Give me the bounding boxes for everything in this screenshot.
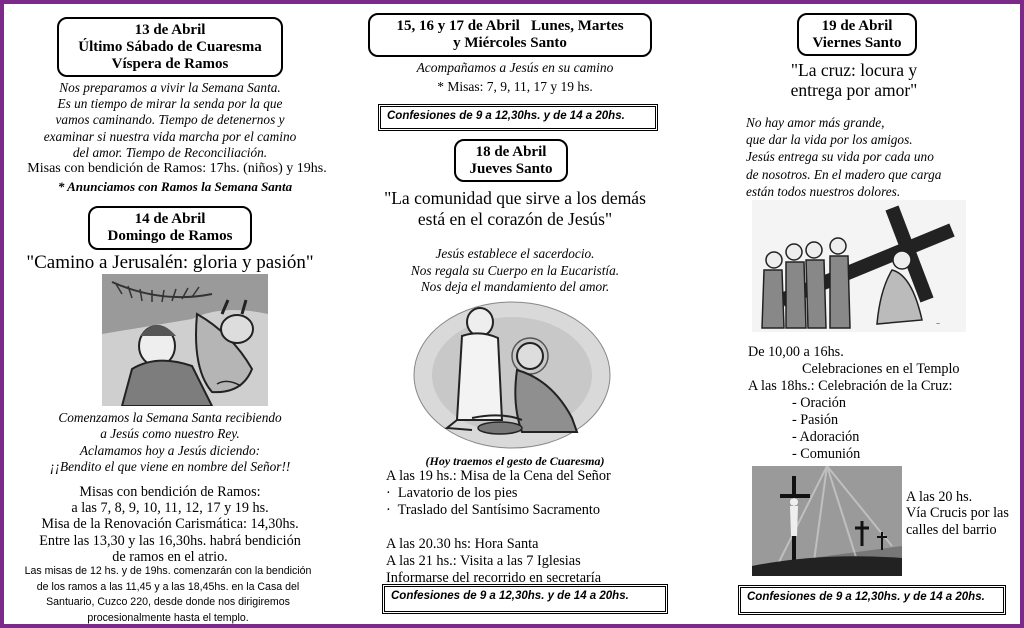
palm-sunday-reflection (10, 410, 330, 475)
column-good-friday (688, 8, 1020, 620)
palm-sunday-note (10, 564, 326, 626)
via-line: calles del barrio (906, 521, 997, 538)
holy-week-days: y Miércoles Santo (453, 34, 567, 51)
palm-sunday-date: 14 de Abril (134, 211, 206, 227)
confessions-box-friday: Confesiones de 9 a 12,30hs. y de 14 a 20hs. (738, 585, 1006, 615)
holy-week-dates: 15, 16 y 17 de Abril Lunes, Martes (396, 18, 624, 34)
good-friday-schedule (748, 344, 1018, 463)
intro-line: Es un tiempo de mirar la senda por la que (57, 96, 283, 112)
mass-line: de ramos en el atrio. (112, 548, 228, 565)
palm-sunday-masses (10, 484, 330, 565)
reflection-line: de nosotros. En el madero que carga (746, 166, 942, 182)
palm-sunday-illustration (102, 274, 268, 406)
note-line: de los ramos a las 11,45 y a las 18,45hs. en la Casa del (36, 580, 300, 593)
palm-sunday-header-box (88, 206, 252, 250)
intro-line: examinar si nuestra vida marcha por el camino (43, 128, 297, 144)
schedule-line: A las 21 hs.: Visita a las 7 Iglesias (386, 553, 581, 569)
headline-line: "La cruz: locura y (790, 60, 918, 80)
thursday-date: 18 de Abril (475, 144, 547, 160)
lent-gesture-note: (Hoy traemos el gesto de Cuaresma) (425, 454, 605, 468)
reflection-line: están todos nuestros dolores. (746, 183, 901, 199)
svg-text:~: ~ (936, 321, 941, 328)
schedule-item: - Adoración (792, 429, 860, 445)
confessions-box-bottom: Confesiones de 9 a 12,30hs. y de 14 a 20hs. (382, 584, 668, 614)
column-holy-week-thursday (350, 8, 680, 620)
schedule-item: - Comunión (792, 446, 861, 462)
palm-sunday-title: Domingo de Ramos (107, 227, 233, 244)
intro-line: del amor. Tiempo de Reconciliación. (72, 144, 268, 160)
reflection-line: Nos deja el mandamiento del amor. (420, 279, 610, 295)
intro-line: vamos caminando. Tiempo de detenernos y (55, 112, 285, 128)
good-friday-header-box (797, 13, 917, 56)
thursday-bullets (386, 485, 676, 519)
via-line: Vía Crucis por las (906, 505, 1009, 522)
note-line: procesionalmente hasta el templo. (87, 611, 249, 624)
thursday-title: Jueves Santo (469, 160, 553, 177)
schedule-line: Informarse del recorrido en secretaría (386, 570, 602, 586)
holy-week-masses: * Misas: 7, 9, 11, 17 y 19 hs. (437, 79, 593, 94)
bullet-item: · Traslado del Santísimo Sacramento (386, 502, 601, 518)
via-crucis-text (906, 489, 1020, 538)
saturday-date: 13 de Abril (134, 22, 206, 38)
cross-carrying-illustration (752, 200, 966, 332)
reflection-line: No hay amor más grande, (746, 115, 885, 130)
headline-line: "La comunidad que sirve a los demás (384, 188, 646, 208)
saturday-header-box (57, 17, 283, 77)
thursday-schedule (386, 468, 676, 587)
reflection-line: Aclamamos hoy a Jesús diciendo: (79, 442, 261, 458)
thursday-header-box (454, 139, 568, 182)
schedule-item: - Oración (792, 395, 846, 411)
reflection-line: a Jesús como nuestro Rey. (100, 426, 240, 442)
via-line: A las 20 hs. (906, 489, 973, 505)
reflection-line: Jesús entrega su vida por cada uno (746, 149, 934, 165)
saturday-announcement: * Anunciamos con Ramos la Semana Santa (57, 179, 293, 194)
headline-line: entrega por amor" (790, 80, 918, 100)
thursday-headline (350, 188, 680, 230)
mass-line: a las 7, 8, 9, 10, 11, 12, 17 y 19 hs. (71, 500, 269, 517)
good-friday-headline (688, 60, 1020, 100)
good-friday-reflection (746, 114, 1016, 200)
headline-line: está en el corazón de Jesús" (417, 209, 613, 229)
schedule-line: Celebraciones en el Templo (802, 361, 960, 377)
mass-line: Entre las 13,30 y las 16,30hs. habrá bendición (39, 532, 301, 549)
foot-washing-illustration (412, 300, 612, 450)
schedule-line: De 10,00 a 16hs. (748, 344, 844, 360)
reflection-line: que dar la vida por los amigos. (746, 132, 913, 148)
holy-week-header-box (368, 13, 652, 57)
schedule-line: A las 19 hs.: Misa de la Cena del Señor (386, 468, 611, 484)
confessions-box-top: Confesiones de 9 a 12,30hs. y de 14 a 20hs. (378, 104, 658, 131)
mass-line: Misas con bendición de Ramos: (79, 484, 261, 500)
good-friday-title: Viernes Santo (812, 34, 902, 51)
note-line: Santuario, Cuzco 220, desde donde nos dirigiremos (46, 596, 290, 609)
good-friday-date: 19 de Abril (821, 18, 893, 34)
column-saturday-sunday (10, 8, 344, 624)
thursday-reflection (350, 246, 680, 296)
reflection-line: Nos regala su Cuerpo en la Eucaristía. (410, 262, 620, 278)
palm-sunday-headline: "Camino a Jerusalén: gloria y pasión" (26, 252, 314, 273)
reflection-line: ¡¡Bendito el que viene en nombre del Señor!! (49, 458, 291, 474)
schedule-line: A las 20.30 hs: Hora Santa (386, 536, 539, 552)
note-line: Las misas de 12 hs. y de 19hs. comenzarán con la bendición (24, 565, 312, 577)
schedule-line: A las 18hs.: Celebración de la Cruz: (748, 378, 953, 394)
bullet-item: · Lavatorio de los pies (386, 485, 518, 501)
crucifixion-illustration (752, 466, 902, 576)
saturday-title: Último Sábado de Cuaresma (78, 38, 262, 55)
schedule-item: - Pasión (792, 412, 839, 428)
reflection-line: Comenzamos la Semana Santa recibiendo (58, 410, 282, 425)
accompany-text: Acompañamos a Jesús en su camino (416, 60, 614, 75)
intro-line: Nos preparamos a vivir la Semana Santa. (59, 80, 281, 95)
saturday-intro (10, 80, 330, 161)
saturday-mass-times: Misas con bendición de Ramos: 17hs. (niños) y 19hs. (27, 161, 327, 176)
saturday-subtitle: Víspera de Ramos (111, 55, 229, 72)
mass-line: Misa de la Renovación Carismática: 14,30hs. (41, 516, 299, 533)
reflection-line: Jesús establece el sacerdocio. (435, 246, 595, 261)
